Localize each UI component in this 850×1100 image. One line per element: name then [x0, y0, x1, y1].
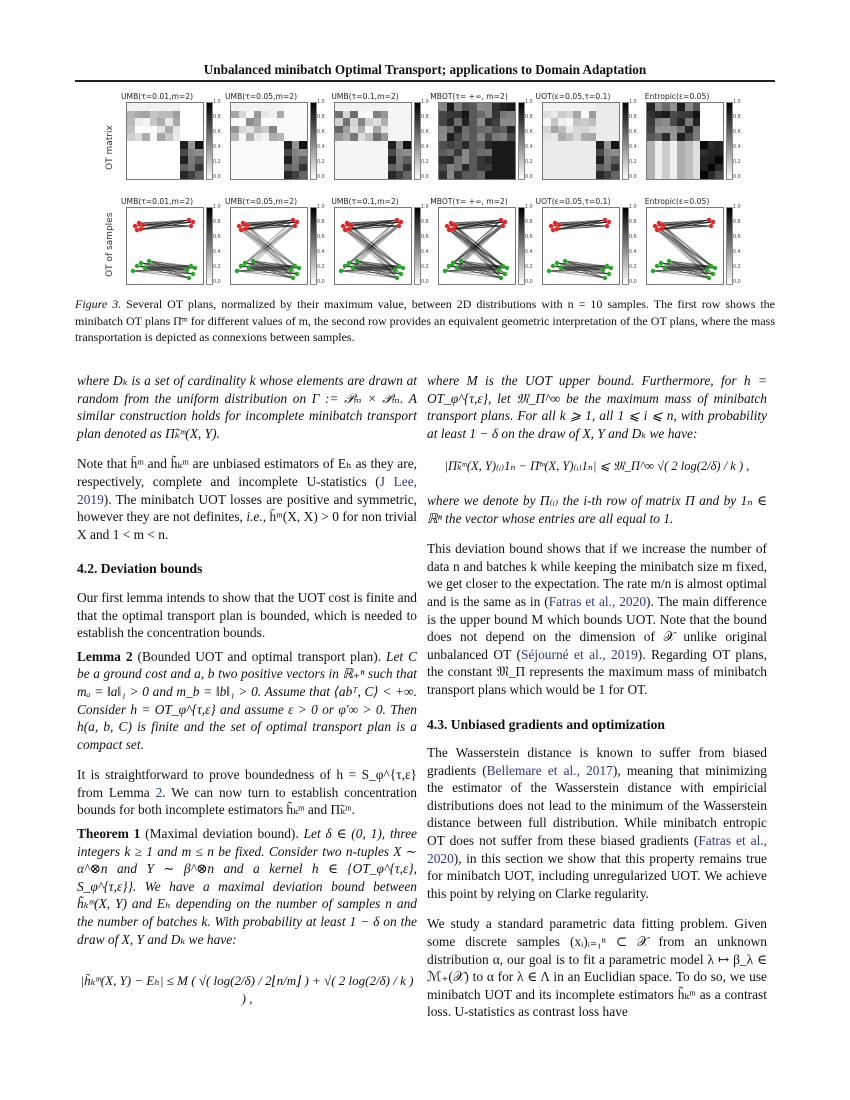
panel-title: UMB(τ=0.05,m=2): [224, 197, 298, 206]
colorbar-tick: 1.0: [421, 205, 429, 210]
colorbar-tick: 0.0: [317, 175, 325, 180]
heatmap: [334, 102, 412, 180]
citation-link[interactable]: Séjourné et al., 2019: [520, 646, 638, 662]
colorbar-tick: 0.2: [421, 265, 429, 270]
figure-caption: [75, 296, 775, 346]
panel-title: UMB(τ=0.01,m=2): [120, 92, 194, 101]
colorbar-tick: 0.2: [317, 265, 325, 270]
colorbar-tick: 0.6: [213, 235, 221, 240]
colorbar-tick: 0.8: [421, 220, 429, 225]
colorbar-tick: 0.4: [421, 145, 429, 150]
colorbar-tick: 0.8: [733, 220, 741, 225]
colorbar-tick: 1.0: [525, 205, 533, 210]
colorbar-tick: 0.0: [525, 175, 533, 180]
paragraph: It is straightforward to prove boundedness of h = S_φ^{τ,ε} from Lemma 2. We can now turn to establish concentration bounds for both incomplete estimators h̃ₖᵐ and Π̃ₖᵐ.: [77, 767, 417, 818]
colorbar-tick: 0.6: [733, 130, 741, 135]
colorbar-tick: 1.0: [629, 100, 637, 105]
colorbar-tick: 0.6: [317, 235, 325, 240]
colorbar-tick: 0.2: [213, 265, 221, 270]
left-column: [77, 372, 417, 1007]
paragraph: Note that h̄ᵐ and h̃ₖᵐ are unbiased estimators of Eₕ as they are, respectively, complete and incomplete U-statistics (J Lee, 2019). The minibatch UOT losses are positive and symmetric, however they are not definites, i.e., h̄ᵐ(X, X) > 0 for non trivial X and 1 < m < n.: [77, 456, 417, 542]
equation: |Π̃ₖᵐ(X, Y)₍ᵢ₎1ₙ − Π̄ᵐ(X, Y)₍ᵢ₎1ₙ| ⩽ 𝔐_Π^∞ √( 2 log(2/δ) / k ) ,: [444, 459, 750, 474]
header-rule: [75, 80, 775, 82]
paragraph: Our first lemma intends to show that the UOT cost is finite and that the optimal transport plan is bounded, which is needed to establish the concentration bounds.: [77, 589, 417, 641]
caption-label: Figure 3.: [75, 297, 122, 311]
colorbar-ticks: [733, 100, 741, 180]
heatmap: [126, 102, 204, 180]
ot-matrix-panel: [523, 92, 637, 187]
colorbar-tick: 0.8: [733, 115, 741, 120]
colorbar-tick: 0.2: [213, 160, 221, 165]
ot-matrix-panel: [419, 92, 533, 187]
citation-link[interactable]: J Lee, 2019: [77, 473, 417, 507]
panel-title: Entropic(ε=0.05): [644, 197, 710, 206]
colorbar-tick: 0.4: [733, 145, 741, 150]
colorbar-tick: 0.4: [629, 145, 637, 150]
sample-plot: [126, 207, 204, 285]
colorbar: [726, 207, 733, 285]
colorbar-tick: 0.6: [733, 235, 741, 240]
heatmap: [542, 102, 620, 180]
paragraph: where we denote by Π₍ᵢ₎ the i-th row of matrix Π and by 1ₙ ∈ ℝⁿ the vector whose entries are all equal to 1.: [427, 492, 767, 526]
running-head: Unbalanced minibatch Optimal Transport; applications to Domain Adaptation: [203, 62, 647, 77]
colorbar-tick: 0.6: [421, 235, 429, 240]
colorbar-tick: 0.0: [213, 280, 221, 285]
colorbar-tick: 0.2: [629, 265, 637, 270]
colorbar-tick: 1.0: [317, 100, 325, 105]
colorbar-tick: 0.8: [213, 115, 221, 120]
ot-matrix-panel: [211, 92, 325, 187]
colorbar-ticks: [733, 205, 741, 285]
colorbar-tick: 0.6: [213, 130, 221, 135]
citation-link[interactable]: Bellemare et al., 2017: [486, 762, 613, 778]
panel-title: UMB(τ=0.1,m=2): [331, 92, 399, 101]
heatmap: [230, 102, 308, 180]
colorbar-tick: 0.8: [629, 115, 637, 120]
colorbar-tick: 0.4: [629, 250, 637, 255]
colorbar-tick: 1.0: [629, 205, 637, 210]
panel-title: MBOT(τ= +∞, m=2): [430, 92, 508, 101]
colorbar-tick: 0.2: [317, 160, 325, 165]
colorbar-tick: 0.8: [525, 220, 533, 225]
colorbar-tick: 0.2: [629, 160, 637, 165]
colorbar-tick: 0.8: [317, 220, 325, 225]
colorbar-tick: 0.2: [733, 265, 741, 270]
colorbar-tick: 0.4: [317, 250, 325, 255]
colorbar-tick: 1.0: [733, 205, 741, 210]
sample-plot: [334, 207, 412, 285]
right-column: [427, 372, 767, 1021]
colorbar-tick: 0.4: [421, 250, 429, 255]
ot-matrix-panel: [107, 92, 221, 187]
citation-link[interactable]: Fatras et al., 2020: [548, 593, 647, 609]
colorbar-tick: 0.0: [629, 175, 637, 180]
row-label-ot-matrix: OT matrix: [105, 125, 115, 170]
ot-samples-panel: [211, 197, 325, 292]
colorbar-tick: 0.8: [213, 220, 221, 225]
colorbar-tick: 0.6: [525, 130, 533, 135]
colorbar-tick: 1.0: [213, 205, 221, 210]
colorbar-tick: 0.0: [629, 280, 637, 285]
panel-title: UOT(ε=0.05,τ=0.1): [535, 92, 611, 101]
colorbar-tick: 1.0: [317, 205, 325, 210]
colorbar-tick: 1.0: [733, 100, 741, 105]
colorbar-tick: 0.8: [421, 115, 429, 120]
colorbar-tick: 1.0: [421, 100, 429, 105]
heatmap: [438, 102, 516, 180]
colorbar-tick: 0.0: [421, 280, 429, 285]
colorbar-tick: 0.2: [525, 265, 533, 270]
citation-link[interactable]: Fatras et al., 2020: [427, 833, 767, 866]
paragraph: where M is the UOT upper bound. Furthermore, for h = OT_φ^{τ,ε}, let 𝔐_Π^∞ be the maximum mass of minibatch transport plans. For all k ⩾ 1, all 1 ⩽ i ⩽ n, with probability at least 1 − δ on the draw of X, Y and Dₖ we have:: [427, 373, 767, 441]
ot-samples-panel: [627, 197, 741, 292]
ot-matrix-panel: [315, 92, 429, 187]
caption-text: Several OT plans, normalized by their maximum value, between 2D distributions with n = 10 samples. The first row shows the minibatch OT plans Π̄ᵐ for different values of m, the second row provides an equivalent geometric interpretation of the OT plans, where the mass transportation is depicted as connexions between samples.: [75, 297, 776, 344]
colorbar-tick: 0.4: [213, 145, 221, 150]
sample-plot: [542, 207, 620, 285]
colorbar-tick: 0.4: [525, 145, 533, 150]
colorbar-tick: 0.8: [629, 220, 637, 225]
panel-title: UMB(τ=0.01,m=2): [120, 197, 194, 206]
theorem-1: Theorem 1 (Maximal deviation bound). Let δ ∈ (0, 1), three integers k ≥ 1 and m ≤ n be fixed. Consider two n-tuples X ∼ α^⊗n and Y ∼ β^⊗n and a kernel h ∈ {OT_φ^{τ,ε}, S_φ^{τ,ε}}. We have a maximal deviation bound between h̃ₖᵐ(X, Y) and Eₕ depending on the number of samples n and the number of batches k. With probability at least 1 − δ on the draw of X, Y and Dₖ we have:: [77, 826, 417, 947]
colorbar-tick: 0.2: [525, 160, 533, 165]
panel-title: MBOT(τ= +∞, m=2): [430, 197, 508, 206]
paragraph: We study a standard parametric data fitting problem. Given some discrete samples (xᵢ)ᵢ₌₁ⁿ ⊂ 𝒳 from an unknown distribution α, our goal is to fit a parametric model λ ↦ β_λ ∈ ℳ₊(𝒳) to α for λ ∈ Λ in an Euclidian space. To do so, we use minibatch UOT and its incomplete estimators h̃ₖᵐ as a contrast loss. U-statistics as contrast loss have: [427, 916, 767, 1020]
colorbar-tick: 0.8: [525, 115, 533, 120]
section-heading: 4.2. Deviation bounds: [77, 561, 203, 577]
panel-title: UOT(ε=0.05,τ=0.1): [535, 197, 611, 206]
colorbar-tick: 0.2: [733, 160, 741, 165]
paragraph: where Dₖ is a set of cardinality k whose elements are drawn at random from the uniform distribution on Γ := 𝒫ₘ × 𝒫ₘ. A similar construction holds for incomplete minibatch transport plan denoted as Π̃ₖᵐ(X, Y).: [77, 373, 417, 441]
ot-samples-panel: [107, 197, 221, 292]
lemma-ref-link[interactable]: 2: [155, 784, 163, 800]
colorbar-tick: 0.6: [629, 235, 637, 240]
sample-plot: [438, 207, 516, 285]
ot-samples-panel: [523, 197, 637, 292]
colorbar-tick: 0.4: [213, 250, 221, 255]
panel-title: UMB(τ=0.05,m=2): [224, 92, 298, 101]
paragraph: The Wasserstein distance is known to suffer from biased gradients (Bellemare et al., 2017), meaning that minimizing the estimator of the Wasserstein distance with empiricial distributions does not lead to the minimum of the Wasserstein distance between full distribution. While minibatch entropic OT does not suffer from these biased gradients (Fatras et al., 2020), in this section we show that this property remains true for minibatch UOT, including unregularized UOT. We achieve this point by relying on Clarke regularity.: [427, 745, 768, 901]
colorbar-tick: 0.0: [213, 175, 221, 180]
colorbar-tick: 0.6: [421, 130, 429, 135]
colorbar-tick: 0.0: [525, 280, 533, 285]
equation: |h̃ₖᵐ(X, Y) − Eₕ| ≤ M ( √( log(2/δ) / 2⌊n/m⌋ ) + √( 2 log(2/δ) / k ) ) ,: [80, 973, 414, 1006]
panel-title: UMB(τ=0.1,m=2): [331, 197, 399, 206]
colorbar-tick: 0.6: [629, 130, 637, 135]
ot-samples-panel: [315, 197, 429, 292]
sample-plot: [646, 207, 724, 285]
colorbar: [726, 102, 733, 180]
colorbar-tick: 0.0: [733, 280, 741, 285]
colorbar-tick: 0.2: [421, 160, 429, 165]
figure-3: [95, 92, 775, 292]
colorbar-tick: 0.6: [525, 235, 533, 240]
colorbar-tick: 0.0: [733, 175, 741, 180]
ot-matrix-panel: [627, 92, 741, 187]
colorbar-tick: 0.8: [317, 115, 325, 120]
heatmap: [646, 102, 724, 180]
colorbar-tick: 0.4: [525, 250, 533, 255]
lemma-2: Lemma 2 (Bounded UOT and optimal transport plan). Let C be a ground cost and a, b two positive vectors in ℝ₊ⁿ such that mₐ = ‖a‖₁ > 0 and m_b = ‖b‖₁ > 0. Assume that ⟨abᵀ, C⟩ < +∞. Consider h = OT_φ^{τ,ε} and assume ε > 0 or φ′∞ > 0. Then h(a, b, C) is finite and the set of optimal transport plan is a compact set.: [77, 648, 417, 752]
ot-samples-panel: [419, 197, 533, 292]
colorbar-tick: 1.0: [525, 100, 533, 105]
row-label-ot-samples: OT of samples: [105, 212, 115, 277]
panel-title: Entropic(ε=0.05): [644, 92, 710, 101]
colorbar-tick: 0.0: [421, 175, 429, 180]
paragraph: This deviation bound shows that if we increase the number of data n and batches k while keeping the minibatch size m fixed, we get closer to the expectation. The rate m/n is almost optimal and is the same as in (Fatras et al., 2020). The main difference is the upper bound M which bounds UOT. Note that the bound does not depend on the dimension of 𝒳 unlike original unbalanced OT (Séjourné et al., 2019). Regarding OT plans, the constant 𝔐_Π represents the maximum mass of minibatch transport plans which would be 1 for OT.: [427, 541, 768, 697]
colorbar-tick: 0.0: [317, 280, 325, 285]
colorbar-tick: 0.4: [317, 145, 325, 150]
sample-plot: [230, 207, 308, 285]
colorbar-tick: 0.4: [733, 250, 741, 255]
colorbar-tick: 0.6: [317, 130, 325, 135]
section-heading: 4.3. Unbiased gradients and optimization: [427, 716, 665, 732]
colorbar-tick: 1.0: [213, 100, 221, 105]
